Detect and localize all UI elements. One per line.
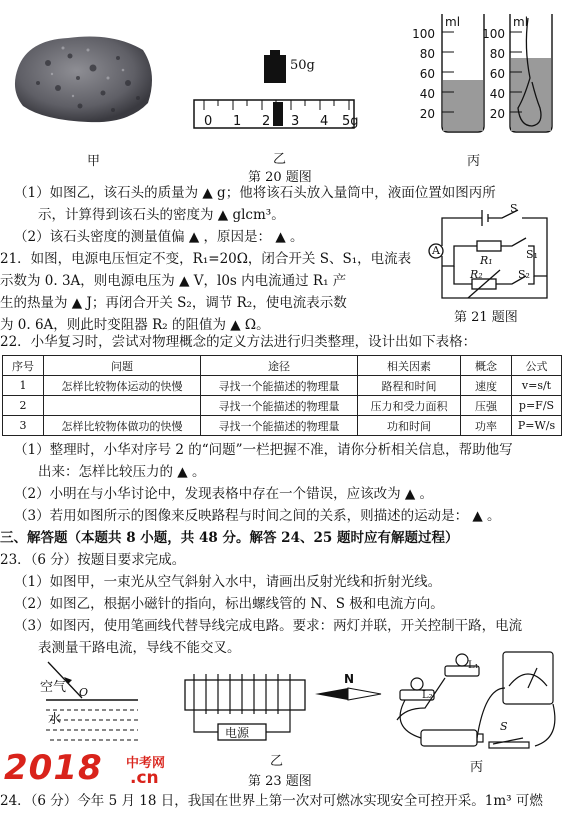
refraction-figure [20, 660, 140, 750]
label-s: S [500, 720, 508, 733]
figure-20-caption: 第 20 题图 [248, 170, 312, 185]
q20-line-1: （1）如图乙，该石头的质量为 ▲ g；他将该石头放入量筒中，液面位置如图丙所 [14, 185, 496, 201]
label-s1: S₁ [526, 248, 538, 261]
label-r1: R₁ [480, 254, 493, 267]
table-cell: 压强 [461, 396, 512, 416]
label-air: 空气 [40, 680, 67, 695]
table-cell: 路程和时间 [358, 376, 461, 396]
label-power-source: 电源 [225, 726, 250, 740]
table-cell: 寻找一个能描述的物理量 [201, 376, 358, 396]
label-water: 水 [48, 712, 62, 727]
table-cell: p=F/S [512, 396, 562, 416]
balance-scale-figure [190, 45, 365, 135]
table-cell: 功和时间 [358, 416, 461, 436]
table-cell [44, 396, 201, 416]
label-l1: L₁ [468, 660, 479, 671]
q22-line-2: 出来：怎样比较压力的 ▲ 。 [38, 464, 206, 480]
table-cell: v=s/t [512, 376, 562, 396]
table-cell: 速度 [461, 376, 512, 396]
section-3-heading: 三、解答题（本题共 8 小题，共 48 分。解答 24、25 题时应有解题过程） [0, 530, 459, 546]
cyl-tick: 80 [419, 47, 435, 61]
q22-line-3: （2）小明在与小华讨论中，发现表格中存在一个错误，应该改为 ▲ 。 [14, 486, 434, 502]
stone-image [8, 28, 158, 128]
logo-domain: .cn [130, 768, 159, 788]
table-cell: 3 [3, 416, 44, 436]
ruler-tick: 2 [262, 114, 271, 129]
ruler-tick: 0 [204, 114, 213, 129]
cyl-unit: ml [445, 15, 461, 29]
fig-label-bing: 丙 [467, 154, 481, 169]
table-cell: 2 [3, 396, 44, 416]
ruler-tick: 3 [291, 114, 300, 129]
q23-line-2: （2）如图乙，根据小磁针的指向，标出螺线管的 N、S 极和电流方向。 [14, 596, 444, 612]
table-cell: 怎样比较物体做功的快慢 [44, 416, 201, 436]
q21-line-3: 生的热量为 ▲ J；再闭合开关 S₂，调节 R₂，使电流表示数 [0, 295, 347, 311]
table-cell: P=W/s [512, 416, 562, 436]
label-o: O [79, 686, 89, 699]
label-l2: L₂ [422, 690, 433, 701]
q23-line-4: 表测量干路电流，导线不能交叉。 [38, 640, 241, 656]
table-row [3, 416, 562, 436]
cyl-tick: 20 [419, 107, 435, 121]
table-row [3, 396, 562, 416]
label-n: N [344, 672, 355, 686]
table-header: 公式 [512, 356, 562, 376]
table-header: 途径 [201, 356, 358, 376]
label-r2: R₂ [470, 268, 483, 281]
cyl-tick: 40 [489, 87, 505, 101]
table-header: 概念 [461, 356, 512, 376]
cyl-tick: 60 [489, 67, 505, 81]
table-cell: 1 [3, 376, 44, 396]
table-row [3, 376, 562, 396]
q21-line-4: 为 0. 6A，则此时变阻器 R₂ 的阻值为 ▲ Ω。 [0, 317, 270, 333]
table-header-row [3, 356, 562, 376]
fig-label-yi: 乙 [273, 152, 287, 167]
fig-label-jia: 甲 [87, 154, 101, 169]
fig-label-yi-23: 乙 [270, 754, 284, 769]
table-cell: 寻找一个能描述的物理量 [201, 416, 358, 436]
table-header: 相关因素 [358, 356, 461, 376]
ruler-tick: 1 [233, 114, 242, 129]
q20-line-2: 示，计算得到该石头的密度为 ▲ glcm³。 [38, 207, 285, 223]
q22-line-4: （3）若用如图所示的图像来反映路程与时间之间的关系，则描述的运动是： ▲ 。 [14, 508, 501, 524]
ruler-tick: 4 [320, 114, 329, 129]
cyl-tick: 100 [412, 27, 435, 41]
q22-line-1: （1）整理时，小华对序号 2 的“问题”一栏把握不准，请你分析相关信息，帮助他写 [14, 442, 513, 458]
table-cell: 怎样比较物体运动的快慢 [44, 376, 201, 396]
weight-label: 50g [290, 58, 315, 73]
table-cell: 功率 [461, 416, 512, 436]
fig-label-bing-23: 丙 [470, 760, 484, 775]
q21-line-2: 示数为 0. 3A，则电源电压为 ▲ V，l0s 内电流通过 R₁ 产 [0, 273, 347, 289]
label-s: S [510, 202, 518, 215]
table-header: 问题 [44, 356, 201, 376]
table-cell: 寻找一个能描述的物理量 [201, 396, 358, 416]
cyl-tick: 40 [419, 87, 435, 101]
q20-line-3: （2）该石头密度的测量值偏 ▲ ，原因是： ▲ 。 [14, 229, 304, 245]
q21-line-1: 21．如图，电源电压恒定不变，R₁=20Ω，闭合开关 S、S₁，电流表 [0, 251, 412, 267]
circuit-21-labels [422, 202, 557, 306]
table-cell: 压力和受力面积 [358, 396, 461, 416]
logo-site-name: 中考网 [126, 756, 166, 771]
q23-line-1: （1）如图甲，一束光从空气斜射入水中，请画出反射光线和折射光线。 [14, 574, 442, 590]
label-ammeter: A [432, 244, 440, 257]
cyl-tick: 60 [419, 67, 435, 81]
logo-number: 2018 [4, 748, 103, 788]
ruler-tick: 5g [342, 114, 359, 129]
figure-23-caption: 第 23 题图 [248, 774, 312, 789]
cyl-unit: ml [513, 15, 529, 29]
label-s2: S₂ [518, 268, 530, 281]
table-header: 序号 [3, 356, 44, 376]
q23-line-0: 23．（6 分）按题目要求完成。 [0, 552, 186, 568]
cyl-tick: 20 [489, 107, 505, 121]
q22-intro: 22．小华复习时，尝试对物理概念的定义方法进行归类整理，设计出如下表格： [0, 334, 477, 350]
q24-line-1: 24．（6 分）今年 5 月 18 日，我国在世界上第一次对可燃冰实现安全可控开采。1m³ 可燃 [0, 793, 543, 809]
figure-21-caption: 第 21 题图 [454, 310, 518, 325]
q23-line-3: （3）如图丙，使用笔画线代替导线完成电路。要求：两灯并联，开关控制干路，电流 [14, 618, 523, 634]
cyl-tick: 80 [489, 47, 505, 61]
concept-table [2, 355, 562, 436]
watermark-logo [4, 748, 184, 792]
cyl-tick: 100 [482, 27, 505, 41]
